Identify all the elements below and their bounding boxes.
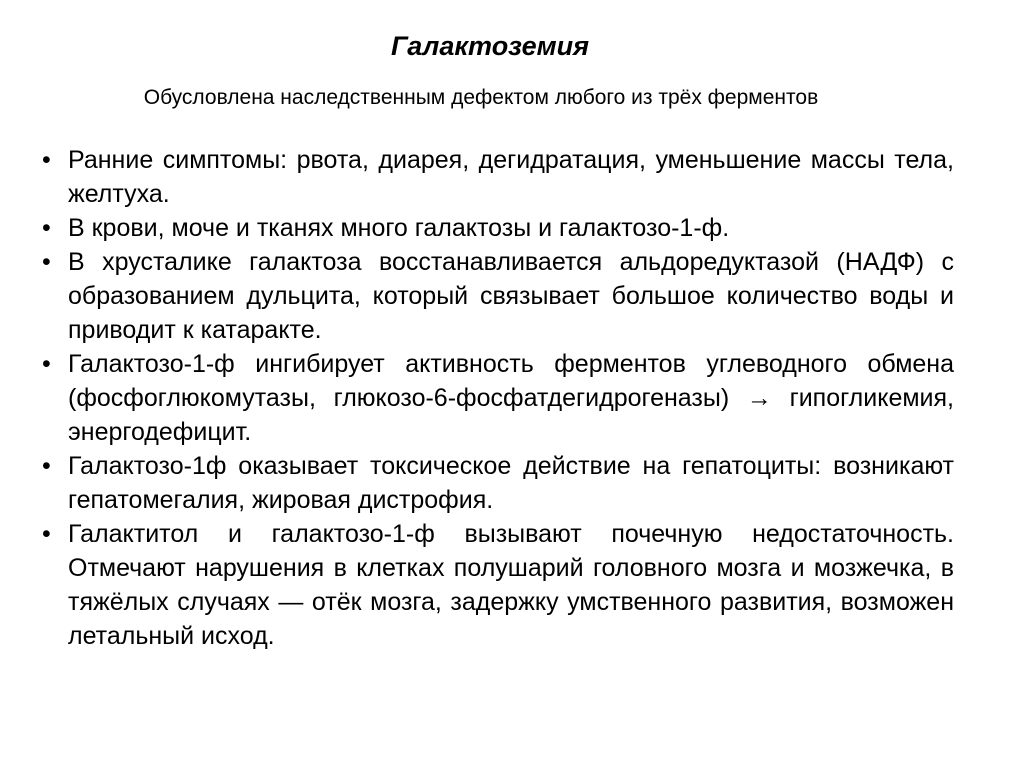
slide-subtitle: Обусловлена наследственным дефектом любого из трёх ферментов [143,86,819,109]
bullet-dot-icon: • [42,520,51,548]
bullet-text: В хрусталике галактоза восстанавливается альдоредуктазой (НАДФ) с образованием дульцита, который связывает большое количество воды и приводит к катаракте. [68,248,954,344]
bullet-item-early-symptoms [42,143,954,211]
bullet-item-hepatotoxicity [42,449,954,517]
bullet-item-lens-cataract [42,245,954,347]
bullet-item-blood-urine [42,211,954,245]
bullet-text: Галактозо-1-ф ингибирует активность ферментов углеводного обмена (фосфоглюкомутазы, глюкозо-6-фосфатдегидрогеназы) → гипогликемия, энергодефицит. [68,350,954,446]
bullet-item-enzyme-inhibition [42,347,954,449]
bullet-dot-icon: • [42,146,51,174]
bullet-text: В крови, моче и тканях много галактозы и галактозо-1-ф. [68,214,730,242]
bullet-list [42,143,954,653]
bullet-dot-icon: • [42,350,51,378]
bullet-dot-icon: • [42,248,51,276]
slide-title: Галактоземия [390,31,589,61]
bullet-item-renal-brain [42,517,954,653]
bullet-dot-icon: • [42,452,51,480]
bullet-dot-icon: • [42,214,51,242]
bullet-text: Галактитол и галактозо-1-ф вызывают почечную недостаточность. Отмечают нарушения в клетках полушарий головного мозга и мозжечка, в тяжёлых случаях — отёк мозга, задержку умственного развития, возможен летальный исход. [68,520,954,650]
bullet-text: Галактозо-1ф оказывает токсическое действие на гепатоциты: возникают гепатомегалия, жировая дистрофия. [68,452,954,514]
bullet-text: Ранние симптомы: рвота, диарея, дегидратация, уменьшение массы тела, желтуха. [68,146,954,208]
